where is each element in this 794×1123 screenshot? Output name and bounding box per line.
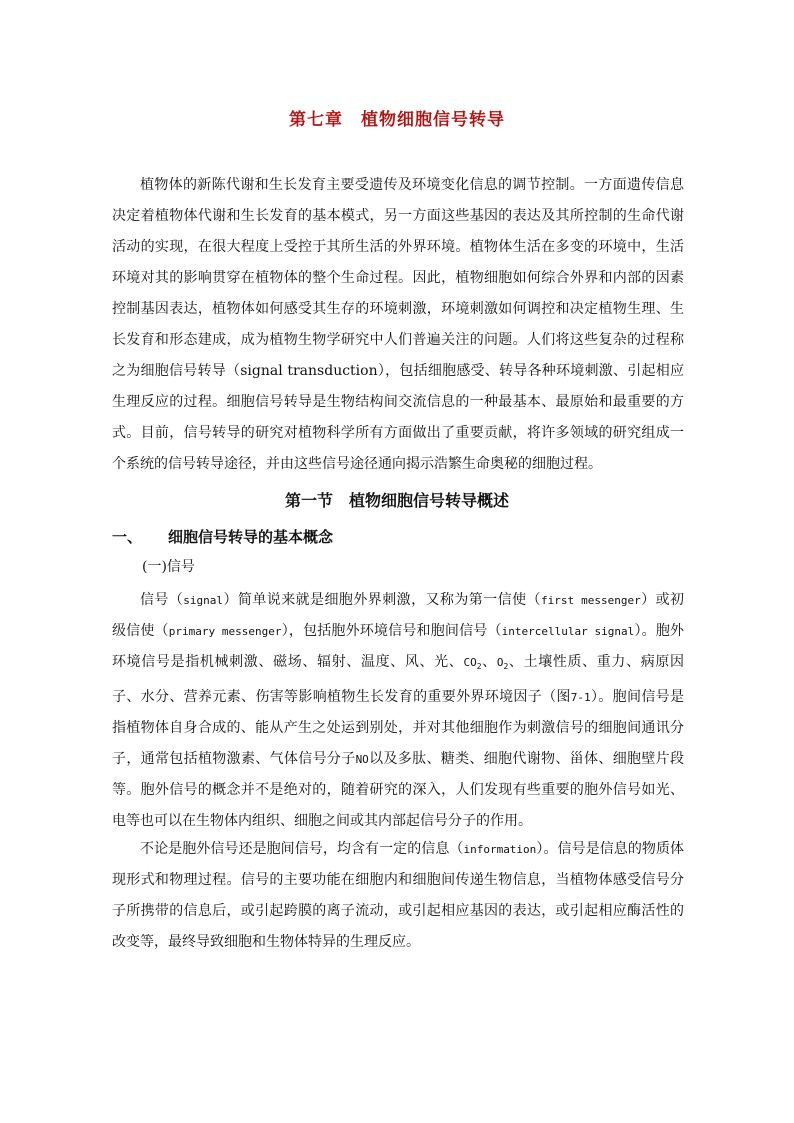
figure-reference: 7-1 — [570, 691, 591, 705]
term-primary-messenger: primary messenger — [168, 625, 282, 638]
text-run: ）。胞间信号是指植物体自身合成的、能从产生之处运到别处，并对其他细胞作为刺激信号的细胞间通讯分子，通常包括植物激素、气体信号分子 — [112, 689, 685, 768]
text-run: 不论是胞外信号还是胞间信号，均含有一定的信息（ — [140, 841, 464, 857]
subheading-text: 细胞信号转导的基本概念 — [168, 528, 334, 546]
text-run: ）。胞外环境信号是指机械刺激、磁场、辐射、温度、风、光、 — [112, 623, 685, 670]
subsubheading-signal: (一)信号 — [142, 559, 195, 575]
term-first-messenger: first messenger — [540, 594, 641, 607]
intro-paragraph: 植物体的新陈代谢和生长发育主要受遗传及环境变化信息的调节控制。一方面遗传信息决定着植物体代谢和生长发育的基本模式，另一方面这些基因的表达及其所控制的生命代谢活动的实现，在很大程度上受控于其所生活的外界环境。植物体生活在多变的环境中，生活环境对其的影响贯穿在植物体的整个生命过程。因此，植物细胞如何综合外界和内部的因素控制基因表达，植物体如何感受其生存的环境刺激，环境刺激如何调控和决定植物生理、生长发育和形态建成，成为植物生物学研究中人们普遍关注的问题。人们将这些复杂的过程称之为细胞信号转导（signal transduction），包括细胞感受、转导各种环境刺激、引起相应生理反应的过程。细胞信号转导是生物结构间交流信息的一种最基本、最原始和最重要的方式。目前，信号转导的研究对植物科学所有方面做出了重要贡献，将许多领域的研究组成一个系统的信号转导途径，并由这些信号途径通向揭示浩繁生命奥秘的细胞过程。 — [112, 177, 684, 472]
signal-paragraph — [112, 585, 684, 837]
information-paragraph — [112, 834, 684, 958]
chapter-title: 第七章 植物细胞信号转导 — [289, 110, 505, 130]
formula-co2-subscript: 2 — [476, 662, 482, 672]
section-title: 第一节 植物细胞信号转导概述 — [284, 491, 509, 510]
formula-co2 — [463, 656, 482, 672]
formula-o2-base: O — [496, 656, 504, 669]
text-run: 、 — [481, 654, 497, 670]
term-no: NO — [355, 753, 369, 767]
text-run: 以及多肽、糖类、细胞代谢物、甾体、细胞壁片段等。胞外信号的概念并不是绝对的，随着研究的深入，人们发现有些重要的胞外信号如光、电等也可以在生物体内组织、细胞之间或其内部起信号分子的作用。 — [112, 751, 685, 830]
formula-o2 — [496, 656, 509, 672]
text-run: 、土壤性质、重力、病原因子、水分、营养元素、伤害等影响植物生长发育的重要外界环境因子（图 — [112, 654, 685, 706]
formula-co2-base: CO — [463, 656, 477, 669]
text-run: 信号（ — [140, 592, 184, 608]
subheading — [112, 526, 333, 547]
formula-o2-subscript: 2 — [503, 662, 509, 672]
term-information: information — [463, 843, 537, 856]
text-run: ），包括胞外环境信号和胞间信号（ — [281, 623, 502, 639]
term-intercellular-signal: intercellular signal — [501, 625, 635, 638]
term-signal: signal — [183, 594, 224, 607]
subheading-number: 一、 — [112, 528, 143, 546]
text-run: ）。信号是信息的物质体现形式和物理过程。信号的主要功能在细胞内和细胞间传递生物信息，当植物体感受信号分子所携带的信息后，或引起跨膜的离子流动，或引起相应基因的表达，或引起相应酶活性的改变等，最终导致细胞和生物体特异的生理反应。 — [112, 841, 685, 950]
text-run: ）或初级信使（ — [112, 592, 685, 639]
text-run: ）简单说来就是细胞外界刺激，又称为第一信使（ — [223, 592, 541, 608]
